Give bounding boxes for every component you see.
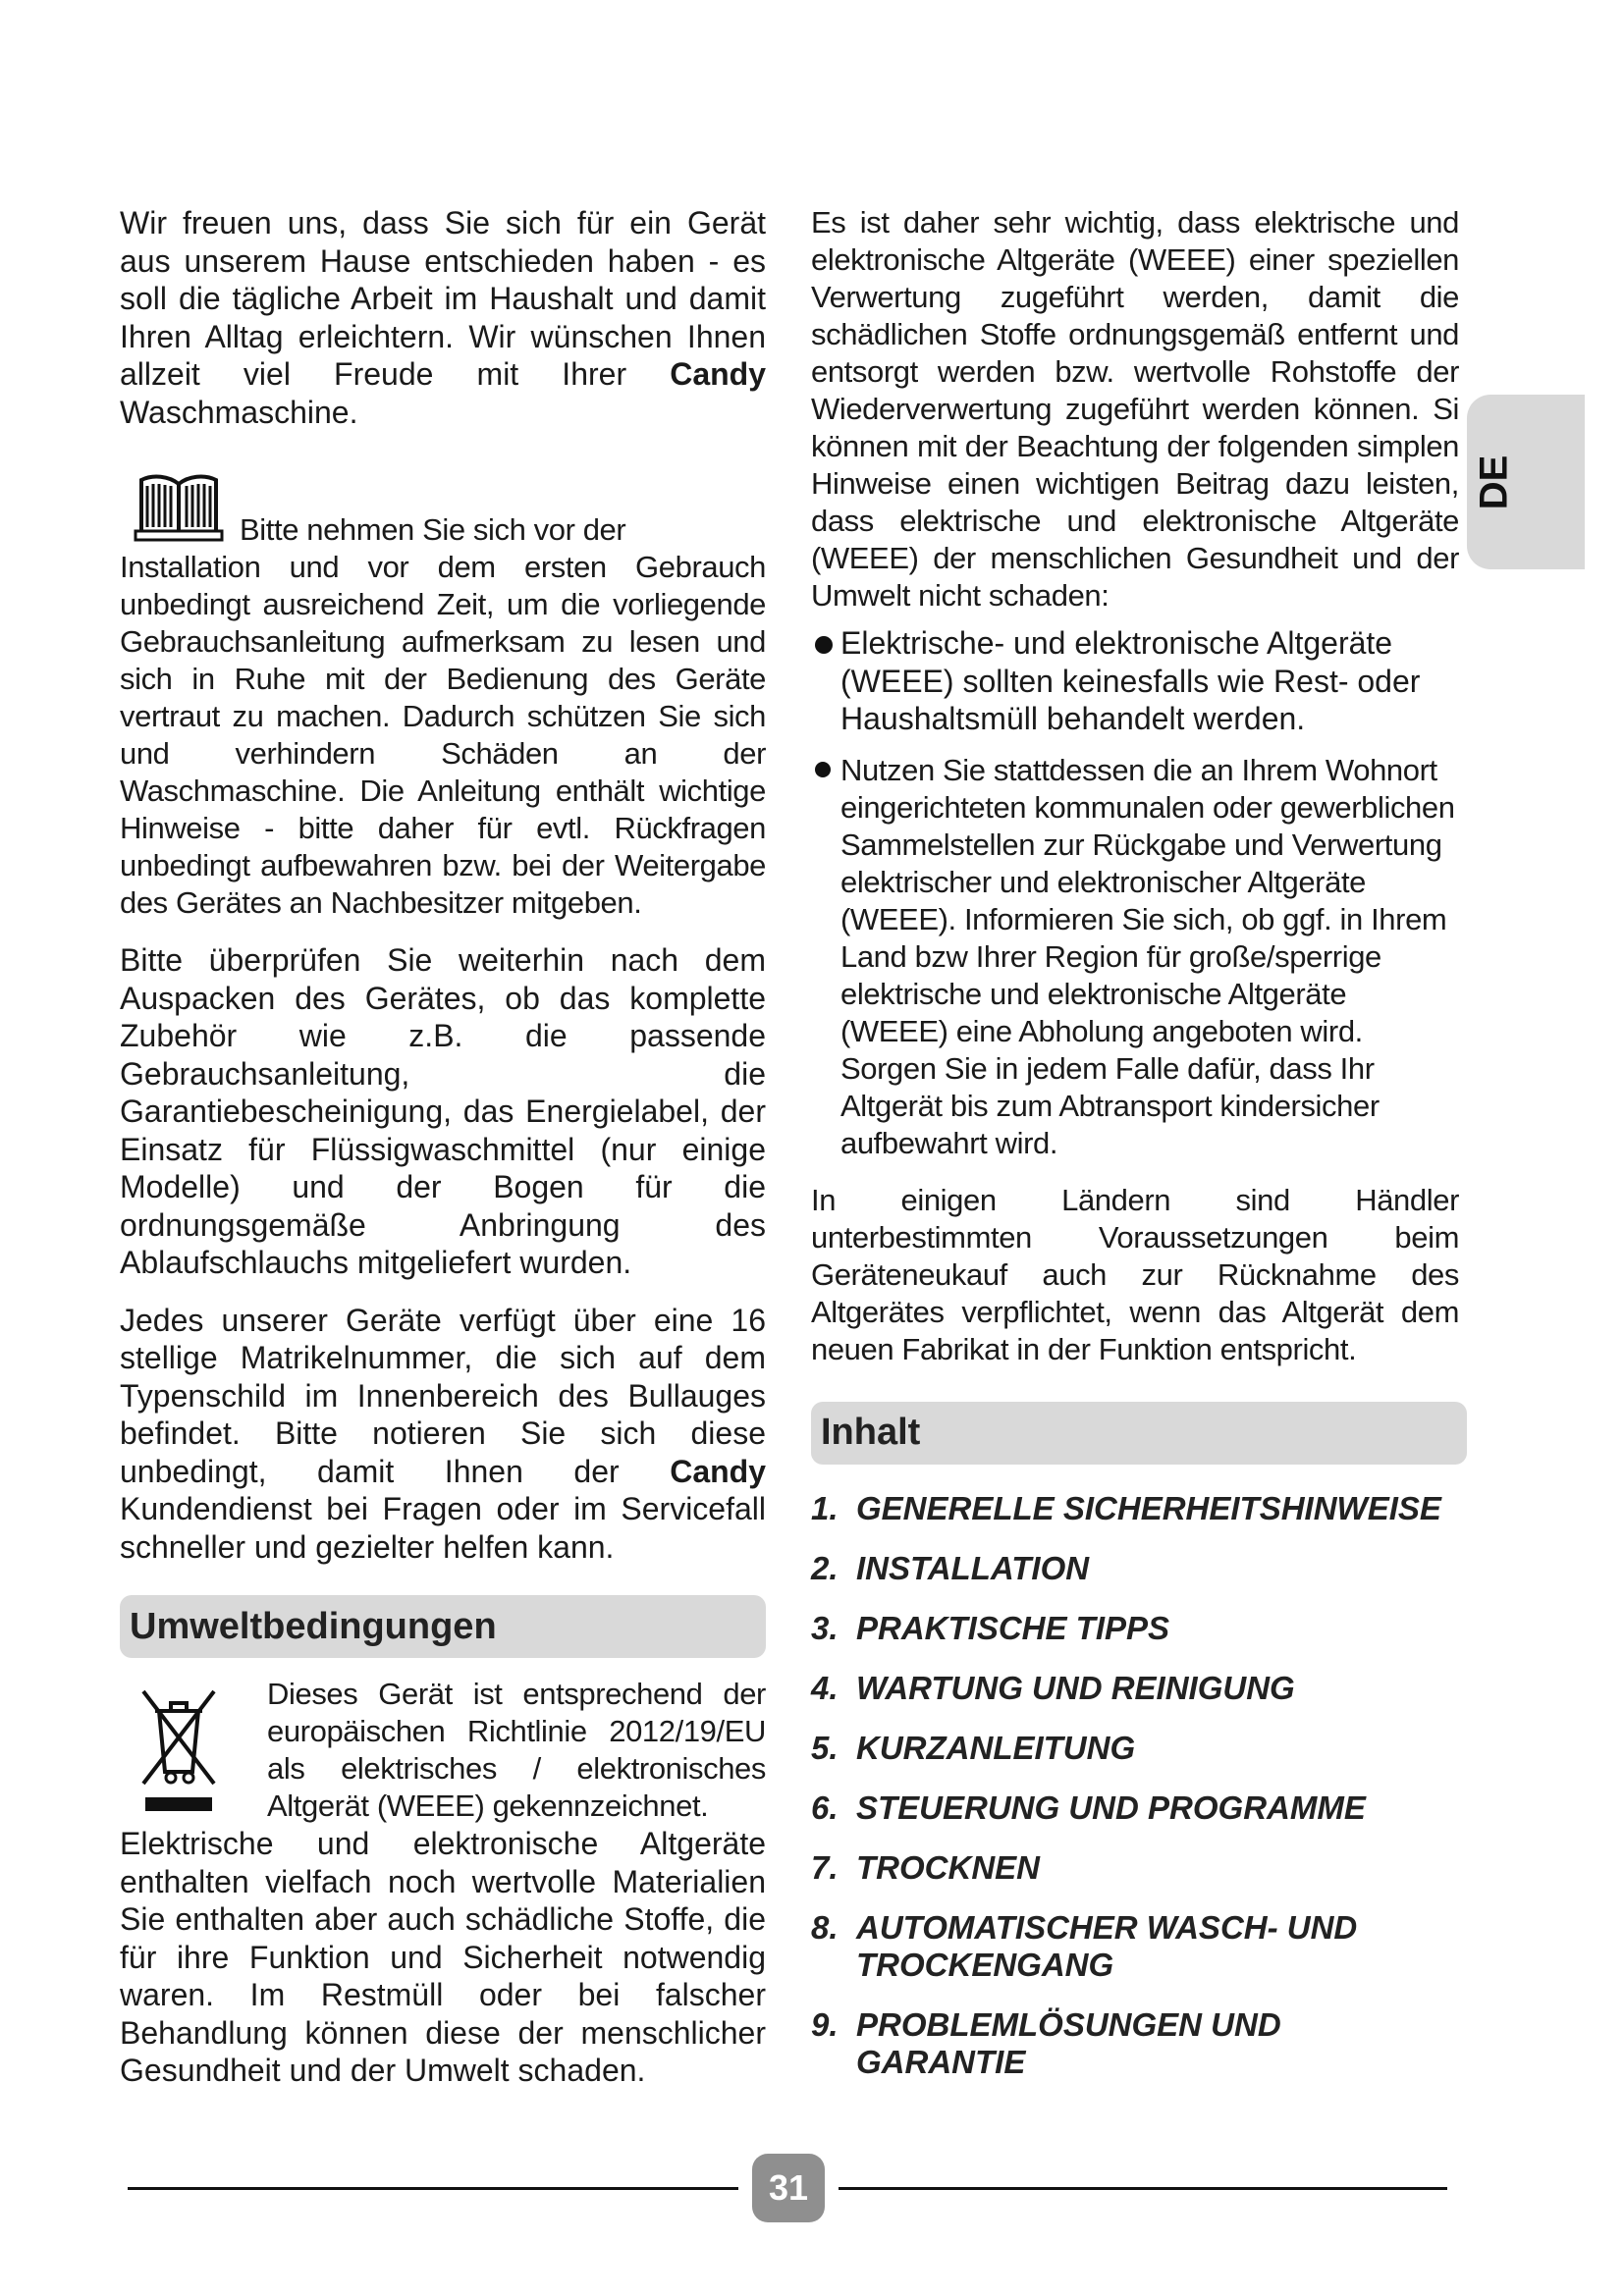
environment-paragraph: Elektrische und elektronische Altgeräte enthalten vielfach noch wertvolle Materialien Sie enthalten aber auch schädliche Stoffe, die für ihre Funktion und Sicherheit notwendig waren. Im Restmüll oder bei falscher Behandlung können diese der menschlicher Gesundheit und der Umwelt schaden. [120, 1826, 766, 2088]
table-of-contents [811, 1490, 1459, 2081]
page-number: 31 [752, 2154, 825, 2222]
left-column [120, 204, 766, 2090]
toc-item[interactable]: 1. GENERELLE SICHERHEITSHINWEISE [811, 1489, 1441, 1526]
recycling-importance-paragraph: Es ist daher sehr wichtig, dass elektrische und elektronische Altgeräte (WEEE) einer speziellen Verwertung zugeführt werden, damit die schädlichen Stoffe ordnungsgemäß entfernt und entsorgt werden bzw. wertvolle Rohstoffe der Wiederverwertung zugeführt werden können. Si können mit der Beachtung der folgenden simplen Hinweise einen wichtigen Beitrag dazu leisten, dass elektrische und elektronische Altgeräte (WEEE) der menschlichen Gesundheit und der Umwelt nicht schaden: [811, 205, 1459, 613]
bullet-dot-icon [815, 762, 831, 777]
toc-item[interactable]: 8. AUTOMATISCHER WASCH- UND TROCKENGANG [811, 1908, 1358, 1983]
right-column [811, 204, 1459, 2104]
toc-item[interactable]: 4. WARTUNG UND REINIGUNG [811, 1669, 1295, 1706]
brand-name: Candy [670, 1453, 767, 1489]
list-item: Elektrische- und elektronische Altgeräte (WEEE) sollten keinesfalls wie Rest- oder Haushaltsmüll behandelt werden. [811, 624, 1459, 738]
reading-notice-first-line: Bitte nehmen Sie sich vor der [240, 512, 626, 547]
toc-item[interactable]: 5. KURZANLEITUNG [811, 1729, 1136, 1766]
disposal-bullet-list [811, 624, 1459, 1162]
dealer-return-paragraph: In einigen Ländern sind Händler unterbestimmten Voraussetzungen beim Geräteneukauf auch zur Rücknahme des Altgerätes verpflichtet, wenn das Altgerät dem neuen Fabrikat in der Funktion entspricht. [811, 1182, 1459, 1366]
brand-name: Candy [670, 356, 767, 392]
weee-notice [120, 1676, 766, 1825]
reading-notice-text: Installation und vor dem ersten Gebrauch unbedingt ausreichend Zeit, um die vorliegende Gebrauchsanleitung aufmerksam zu lesen und sich in Ruhe mit der Bedienung des Geräte vertraut zu machen. Dadurch schützen Sie sich und verhindern Schäden an der Waschmaschine. Die Anleitung enthält wichtige Hinweise - bitte daher für evtl. Rückfragen unbedingt aufbewahren bzw. bei der Weitergabe des Gerätes an Nachbesitzer mitgeben. [120, 550, 766, 920]
unpacking-paragraph: Bitte überprüfen Sie weiterhin nach dem Auspacken des Gerätes, ob das komplette Zubehör wie z.B. die passende Gebrauchsanleitung, die Garantiebescheinigung, das Energielabel, der Einsatz für Flüssigwaschmittel (nur einige Modelle) und der Bogen für die ordnungsgemäße Anbringung des Ablaufschlauchs mitgeliefert wurden. [120, 942, 766, 1280]
toc-item[interactable]: 2. INSTALLATION [811, 1549, 1090, 1586]
language-tab-label: DE [1472, 454, 1516, 509]
footer-rule-right [839, 2187, 1447, 2190]
contents-heading: Inhalt [811, 1402, 1467, 1465]
serial-number-paragraph: Jedes unserer Geräte verfügt über eine 16 stellige Matrikelnummer, die sich auf dem Typenschild im Innenbereich des Bullauges befindet. Bitte notieren Sie sich diese unbedingt, damit Ihnen der Candy Kundendienst bei Fragen oder im Servicefall schneller und gezielter helfen kann. [120, 1302, 767, 1565]
footer-rule-left [128, 2187, 738, 2190]
toc-item[interactable]: 6. STEUERUNG UND PROGRAMME [811, 1789, 1366, 1826]
toc-item[interactable]: 3. PRAKTISCHE TIPPS [811, 1609, 1170, 1646]
toc-item[interactable]: 9. PROBLEMLÖSUNGEN UND GARANTIE [811, 2005, 1281, 2080]
toc-item[interactable]: 7. TROCKNEN [811, 1848, 1040, 1886]
environment-heading: Umweltbedingungen [120, 1595, 766, 1658]
open-book-icon [134, 472, 224, 543]
list-item: Nutzen Sie stattdessen die an Ihrem Wohnort eingerichteten kommunalen oder gewerblichen Sammelstellen zur Rückgabe und Verwertung elektrischer und elektronischer Altgeräte (WEEE). Informieren Sie sich, ob ggf. in Ihrem Land bzw Ihrer Region für große/sperrige elektrische und elektronische Altgeräte (WEEE) eine Abholung angeboten wird. Sorgen Sie in jedem Falle dafür, dass Ihr Altgerät bis zum Abtransport kindersicher aufbewahrt wird. [811, 752, 1459, 1162]
intro-paragraph: Wir freuen uns, dass Sie sich für ein Gerät aus unserem Hause entschieden haben - es soll die tägliche Arbeit im Haushalt und damit Ihren Alltag erleichtern. Wir wünschen Ihnen allzeit viel Freude mit Ihrer Candy Waschmaschine. [120, 205, 767, 430]
reading-notice [120, 472, 766, 922]
crossed-bin-icon [141, 1685, 216, 1811]
weee-directive-text: Dieses Gerät ist entsprechend der europäischen Richtlinie 2012/19/EU als elektrisches / elektronisches Altgerät (WEEE) gekennzeichnet. [267, 1677, 766, 1823]
bullet-dot-icon [815, 636, 833, 654]
